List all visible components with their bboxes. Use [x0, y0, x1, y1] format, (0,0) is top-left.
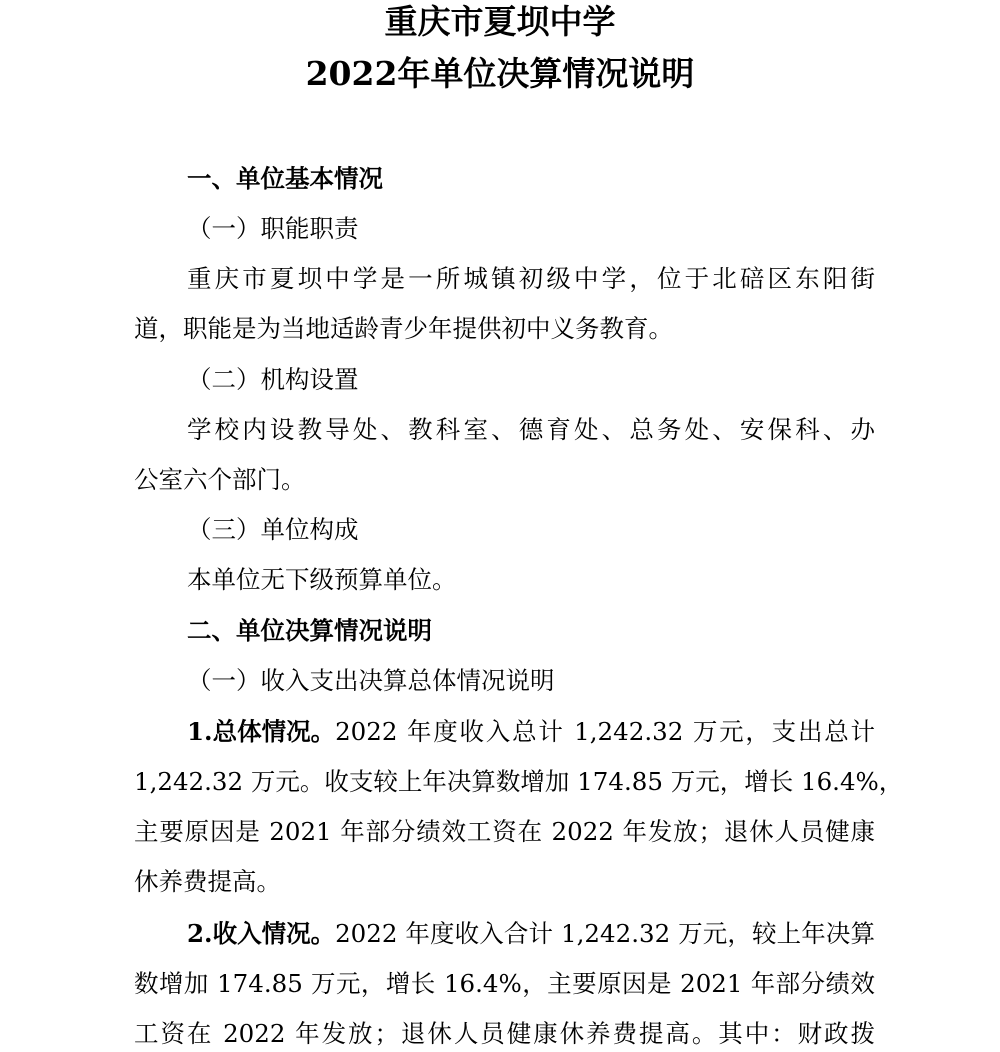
paragraph-total-lead: 1.总体情况。 [187, 717, 336, 746]
paragraph-income-line1-text: 2022 年度收入合计 1,242.32 万元，较上年决算 [335, 919, 875, 948]
paragraph-income-line2: 数增加 174.85 万元，增长 16.4%，主要原因是 2021 年部分绩效 [134, 969, 875, 998]
subheading-overall: （一）收入支出决算总体情况说明 [187, 666, 555, 695]
paragraph-total-line4: 休养费提高。 [134, 867, 281, 896]
subheading-organization: （二）机构设置 [187, 365, 359, 394]
paragraph-functions-line1: 重庆市夏坝中学是一所城镇初级中学，位于北碚区东阳街 [187, 264, 875, 293]
paragraph-income-line3: 工资在 2022 年发放；退休人员健康休养费提高。其中：财政拨 [134, 1019, 875, 1048]
section-heading-2: 二、单位决算情况说明 [187, 616, 432, 645]
paragraph-total-line1-text: 2022 年度收入总计 1,242.32 万元，支出总计 [335, 717, 875, 746]
paragraph-total-line2: 1,242.32 万元。收支较上年决算数增加 174.85 万元，增长 16.4%， [134, 767, 904, 796]
subheading-composition: （三）单位构成 [187, 515, 359, 544]
document-title-line1: 重庆市夏坝中学 [384, 2, 616, 41]
paragraph-functions-line2: 道，职能是为当地适龄青少年提供初中义务教育。 [134, 314, 673, 343]
subheading-functions: （一）职能职责 [187, 214, 359, 243]
section-heading-1: 一、单位基本情况 [187, 164, 383, 193]
paragraph-total-line3: 主要原因是 2021 年部分绩效工资在 2022 年发放；退休人员健康 [134, 817, 875, 846]
document-title-line2: 2022年单位决算情况说明 [305, 54, 695, 93]
paragraph-income-lead: 2.收入情况。 [187, 919, 336, 948]
paragraph-total-line1 [187, 716, 875, 748]
paragraph-income-line1 [187, 918, 875, 950]
paragraph-composition-line1: 本单位无下级预算单位。 [187, 565, 457, 594]
paragraph-organization-line1: 学校内设教导处、教科室、德育处、总务处、安保科、办 [187, 415, 875, 444]
paragraph-organization-line2: 公室六个部门。 [134, 465, 306, 494]
